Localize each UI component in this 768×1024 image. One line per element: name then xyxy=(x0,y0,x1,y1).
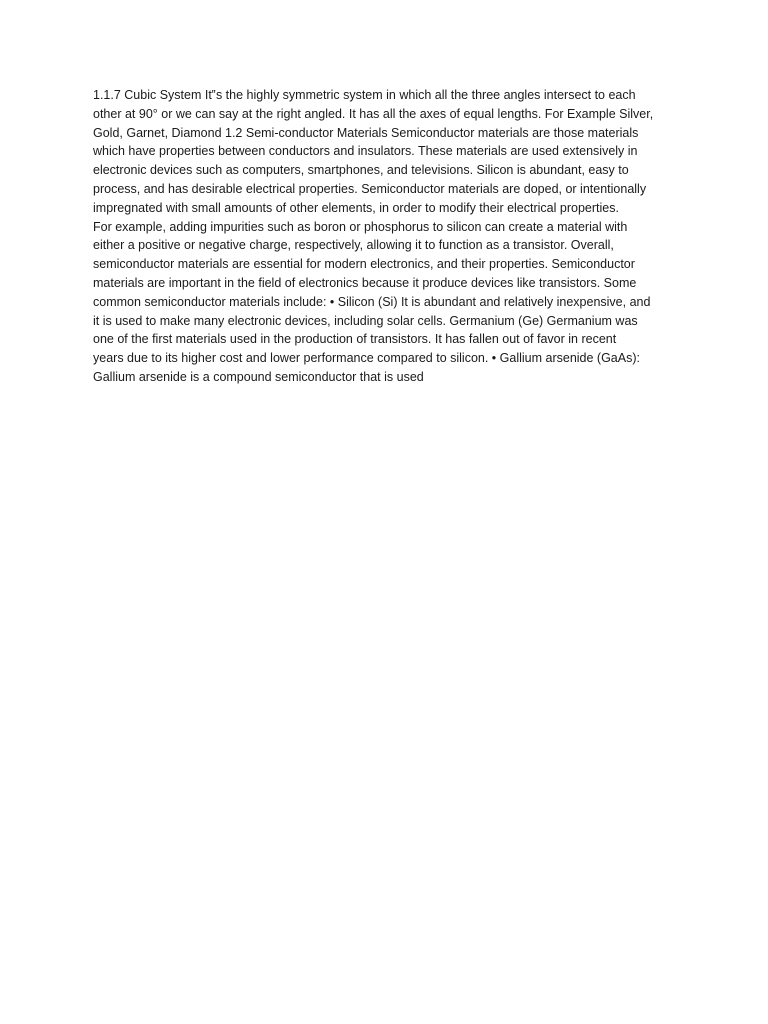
text-line: which have properties between conductors and insulators. These materials are used extensively in xyxy=(93,144,638,159)
text-line: materials are important in the field of electronics because it produce devices like transistors. Some xyxy=(93,275,637,290)
text-line: electronic devices such as computers, smartphones, and televisions. Silicon is abundant, easy to xyxy=(93,163,629,178)
text-line: Gallium arsenide is a compound semiconductor that is used xyxy=(93,369,424,384)
text-line: 1.1.7 Cubic System It‟s the highly symmetric system in which all the three angles intersect to each xyxy=(93,88,636,102)
text-line: it is used to make many electronic devices, including solar cells. Germanium (Ge) Germanium was xyxy=(93,313,638,328)
text-line: one of the first materials used in the production of transistors. It has fallen out of favor in recent xyxy=(93,332,617,347)
text-line: other at 90° or we can say at the right angled. It has all the axes of equal lengths. For Example Silver, xyxy=(93,106,654,121)
text-line: years due to its higher cost and lower performance compared to silicon. • Gallium arsenide (GaAs): xyxy=(93,351,640,366)
text-line: common semiconductor materials include: • Silicon (Si) It is abundant and relatively inexpensive, and xyxy=(93,294,651,309)
text-line: impregnated with small amounts of other elements, in order to modify their electrical properties. xyxy=(93,200,619,215)
body-paragraph xyxy=(93,86,693,387)
text-line: For example, adding impurities such as boron or phosphorus to silicon can create a material with xyxy=(93,219,628,234)
text-line: process, and has desirable electrical properties. Semiconductor materials are doped, or intentionally xyxy=(93,181,647,196)
text-line: Gold, Garnet, Diamond 1.2 Semi-conductor Materials Semiconductor materials are those materials xyxy=(93,125,639,140)
text-line: semiconductor materials are essential for modern electronics, and their properties. Semiconductor xyxy=(93,257,635,272)
text-line: either a positive or negative charge, respectively, allowing it to function as a transistor. Overall, xyxy=(93,238,614,253)
